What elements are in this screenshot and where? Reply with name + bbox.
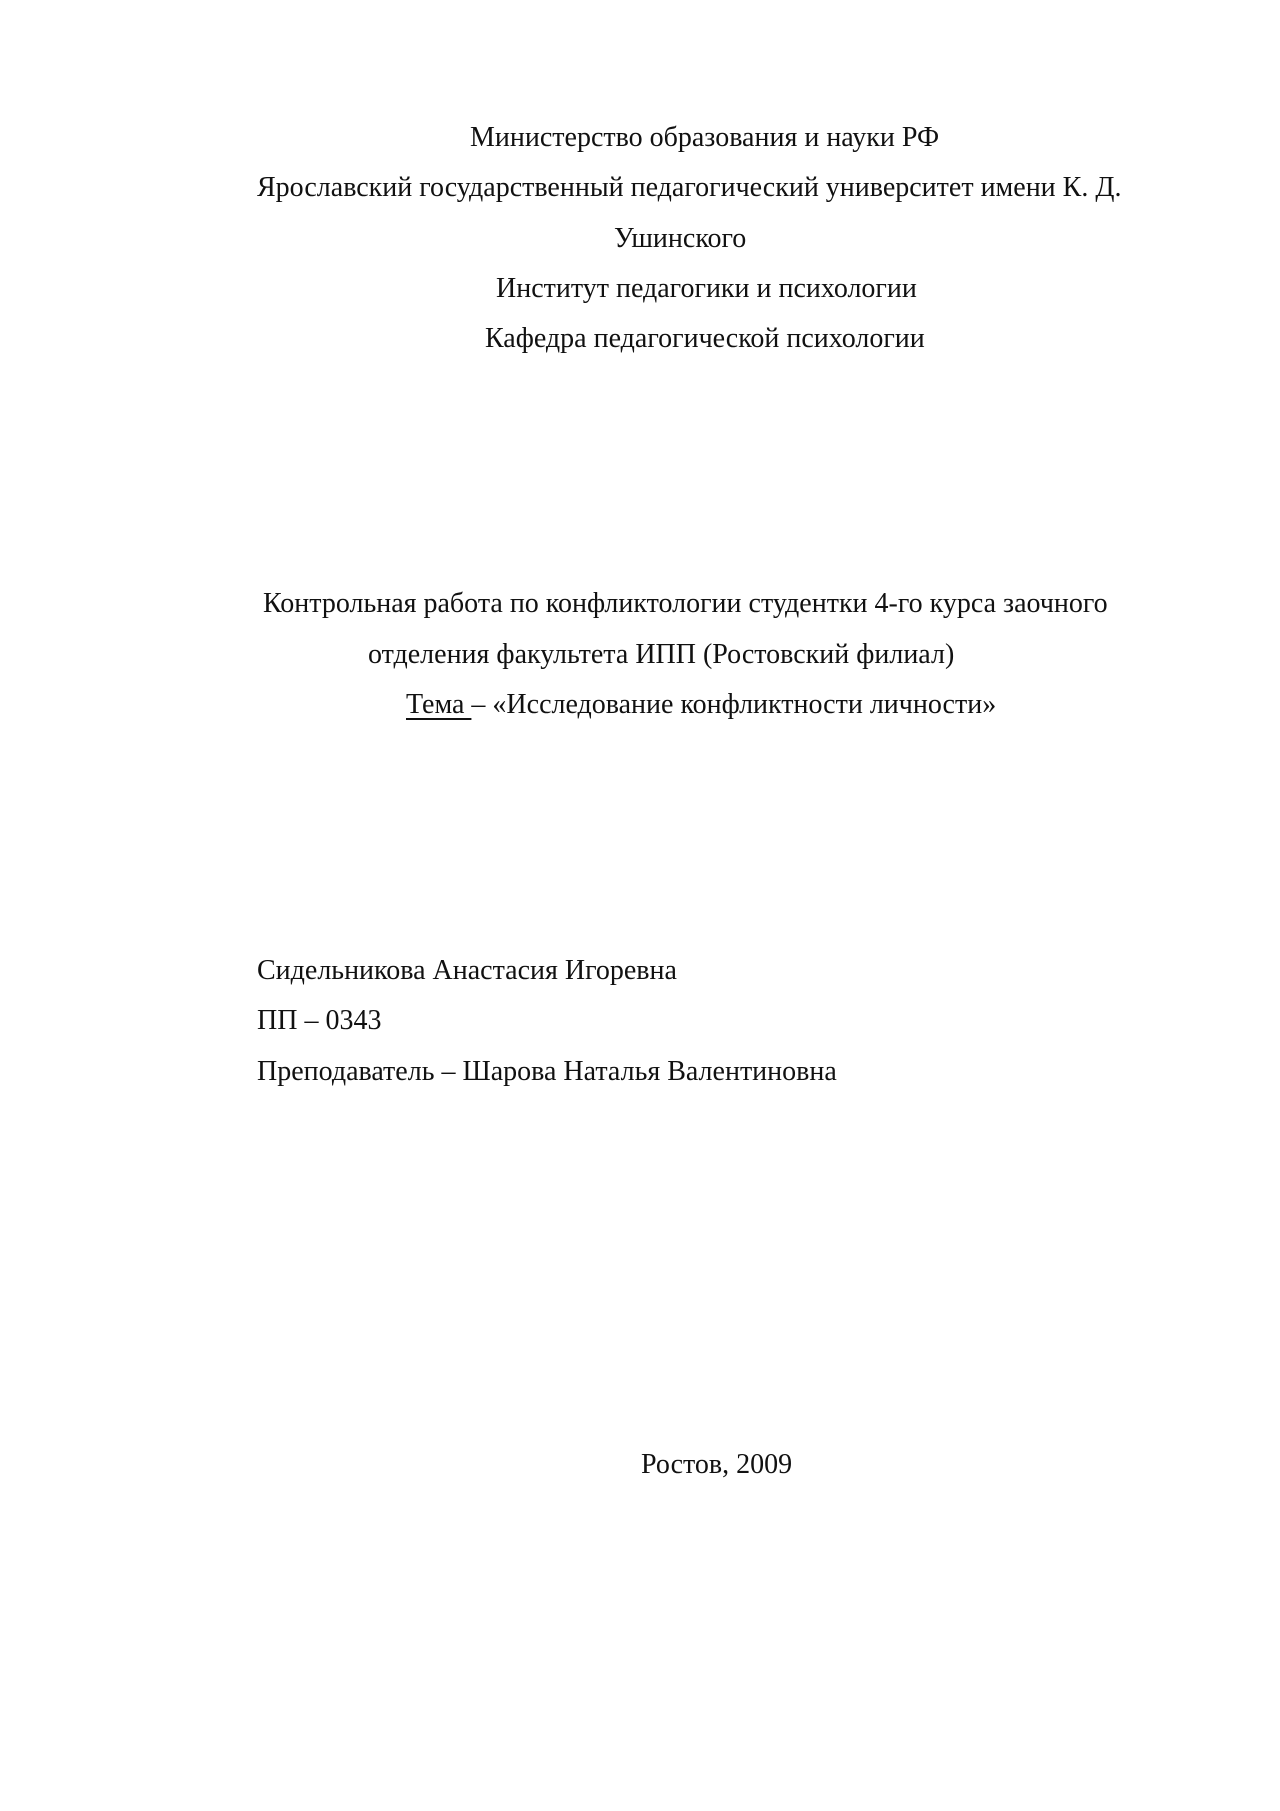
ministry-heading: Министерство образования и науки РФ xyxy=(470,122,940,153)
university-heading-line2: Ушинского xyxy=(614,223,747,254)
work-description-line2: отделения факультета ИПП (Ростовский филиал) xyxy=(368,639,955,670)
department-heading: Кафедра педагогической психологии xyxy=(485,323,925,354)
topic-text: – «Исследование конфликтности личности» xyxy=(471,689,997,720)
student-name: Сидельникова Анастасия Игоревна xyxy=(257,955,677,986)
topic-line xyxy=(406,688,996,722)
student-group: ПП – 0343 xyxy=(257,1005,382,1036)
topic-label: Тема xyxy=(406,689,472,720)
work-description-line1: Контрольная работа по конфликтологии студентки 4-го курса заочного xyxy=(263,588,1108,619)
institute-heading: Институт педагогики и психологии xyxy=(496,273,917,304)
city-year: Ростов, 2009 xyxy=(641,1449,793,1480)
teacher-name: Преподаватель – Шарова Наталья Валентиновна xyxy=(257,1056,837,1087)
university-heading-line1: Ярославский государственный педагогический университет имени К. Д. xyxy=(257,172,1122,203)
